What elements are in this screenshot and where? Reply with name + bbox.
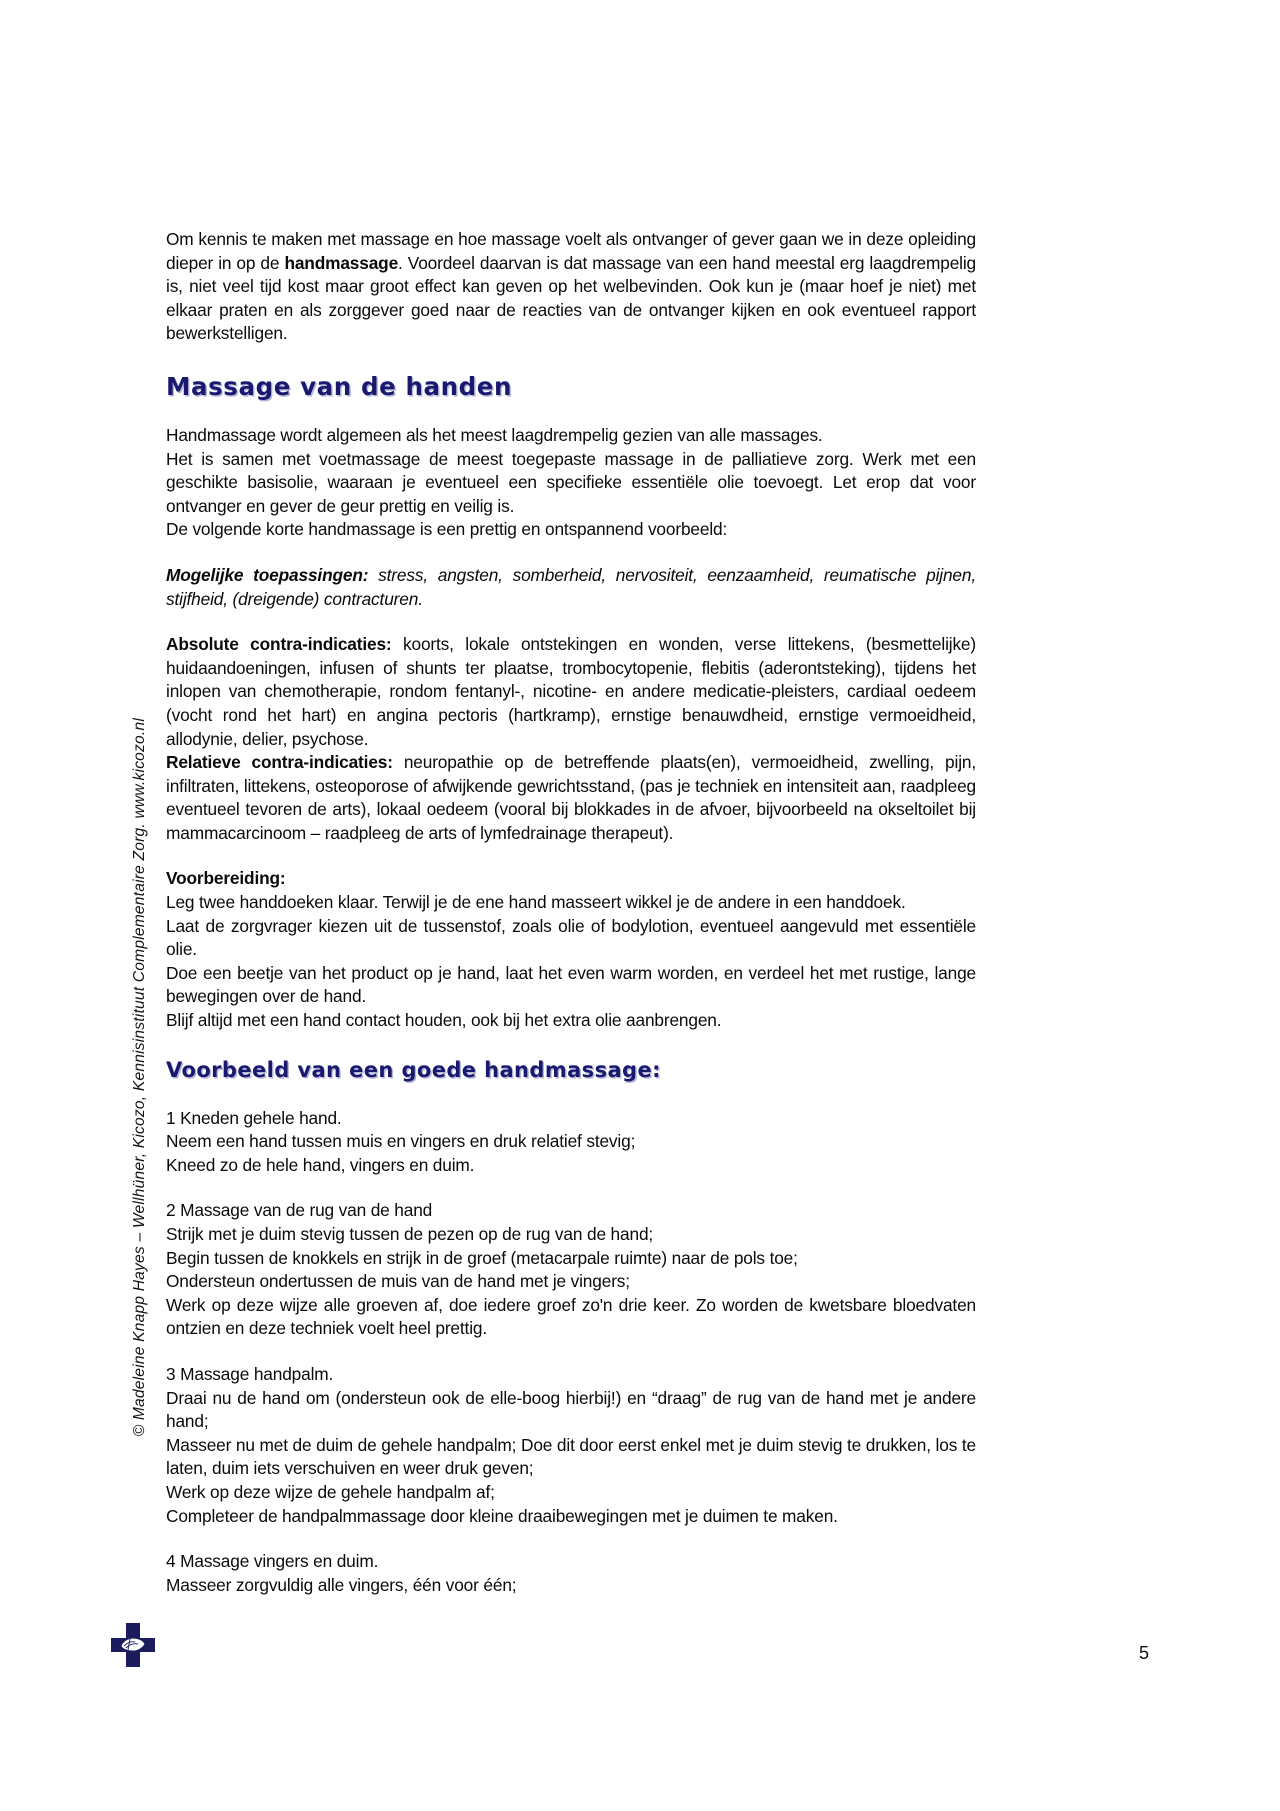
hands-icon bbox=[119, 1634, 147, 1655]
hands-intro-line-2: Het is samen met voetmassage de meest toegepaste massage in de palliatieve zorg. Werk met een geschikte basisolie, waaraan je eventueel een specifieke essentiële olie toevoegt. Let erop dat voor ontvanger en gever de geur prettig en veilig is. bbox=[166, 448, 976, 516]
step-3-title: 3 Massage handpalm. bbox=[166, 1363, 334, 1384]
intro-text-b: . Voordeel daarvan is dat massage van een hand meestal erg laagdrempelig is, niet veel tijd kost maar groot effect kan geven op het welbevinden. Ook kun je (maar hoef je niet) met elkaar praten en als zorggever goed naar de reacties van de ontvanger kijken en ook eventueel rapport bewerkstelligen. bbox=[166, 252, 976, 344]
step-2-title: 2 Massage van de rug van de hand bbox=[166, 1200, 433, 1221]
preparation-line-2: Laat de zorgvrager kiezen uit de tussenstof, zoals olie of bodylotion, eventueel aangevuld met essentiële olie. bbox=[166, 915, 976, 960]
absolute-contraindications bbox=[166, 633, 976, 751]
step-3-line-4: Completeer de handpalmmassage door kleine draaibewegingen met je duimen te maken. bbox=[166, 1505, 838, 1526]
step-2-line-3: Ondersteun ondertussen de muis van de hand met je vingers; bbox=[166, 1271, 630, 1292]
copyright-text: © Madeleine Knapp Hayes – Wellhüner, Kicozo, Kennisinstituut Complementaire Zorg. www.kicozo.nl bbox=[131, 718, 148, 1437]
relative-contraindications bbox=[166, 751, 976, 845]
preparation-line-4: Blijf altijd met een hand contact houden, ook bij het extra olie aanbrengen. bbox=[166, 1010, 722, 1031]
copyright-sidebar bbox=[0, 0, 148, 1437]
step-4-line-1: Masseer zorgvuldig alle vingers, één voor één; bbox=[166, 1574, 517, 1595]
example-heading: Voorbeeld van een goede handmassage: bbox=[166, 1057, 661, 1082]
step-4-title: 4 Massage vingers en duim. bbox=[166, 1551, 379, 1572]
kicozo-cross-logo-icon bbox=[111, 1623, 155, 1667]
step-3-line-1: Draai nu de hand om (ondersteun ook de elle-boog hierbij!) en “draag” de rug van de hand met je andere hand; bbox=[166, 1387, 976, 1432]
relative-contraindications-text: neuropathie op de betreffende plaats(en), vermoeidheid, zwelling, pijn, infiltraten, littekens, osteoporose of afwijkende gewrichtsstand, (pas je techniek en intensiteit aan, raadpleeg eventueel tevoren de arts), lokaal oedeem (vooral bij blokkades in de afvoer, bijvoorbeeld na okseltoilet bij mammacarcinoom – raadpleeg de arts of lymfedrainage therapeut). bbox=[166, 752, 976, 843]
absolute-contraindications-text: koorts, lokale ontstekingen en wonden, verse littekens, (besmettelijke) huidaandoeningen, infusen of shunts ter plaatse, trombocytopenie, flebitis (aderontsteking), tijdens het inlopen van chemotherapie, rondom fentanyl-, nicotine- en andere medicatie-pleisters, cardiaal oedeem (vocht rond het hart) en angina pectoris (hartkramp), ernstige benauwdheid, ernstige vermoeidheid, allodynie, delier, psychose. bbox=[166, 634, 977, 749]
step-1-line-1: Neem een hand tussen muis en vingers en druk relatief stevig; bbox=[166, 1131, 636, 1152]
step-3-line-2: Masseer nu met de duim de gehele handpalm; Doe dit door eerst enkel met je duim stevig te drukken, los te laten, duim iets verschuiven en weer druk geven; bbox=[166, 1434, 976, 1479]
applications-paragraph bbox=[166, 564, 976, 611]
page-number: 5 bbox=[1138, 1643, 1149, 1663]
applications-label: Mogelijke toepassingen: bbox=[166, 564, 369, 585]
step-1-title: 1 Kneden gehele hand. bbox=[166, 1107, 342, 1128]
step-2-line-4: Werk op deze wijze alle groeven af, doe iedere groef zo'n drie keer. Zo worden de kwetsbare bloedvaten ontzien en deze techniek voelt heel prettig. bbox=[166, 1294, 976, 1339]
step-3-line-3: Werk op deze wijze de gehele handpalm af; bbox=[166, 1481, 495, 1502]
applications-text: stress, angsten, somberheid, nervositeit, eenzaamheid, reumatische pijnen, stijfheid, (dreigende) contracturen. bbox=[166, 564, 976, 609]
step-2-line-1: Strijk met je duim stevig tussen de pezen op de rug van de hand; bbox=[166, 1224, 654, 1244]
preparation-label-text: Voorbereiding: bbox=[166, 868, 286, 889]
hands-intro-line-1: Handmassage wordt algemeen als het meest laagdrempelig gezien van alle massages. bbox=[166, 424, 823, 445]
document-body bbox=[166, 228, 976, 1597]
relative-contraindications-label: Relatieve contra-indicaties: bbox=[166, 752, 393, 773]
step-2-line-2: Begin tussen de knokkels en strijk in de groef (metacarpale ruimte) naar de pols toe; bbox=[166, 1247, 798, 1268]
intro-bold-term: handmassage bbox=[284, 252, 399, 273]
step-1-line-2: Kneed zo de hele hand, vingers en duim. bbox=[166, 1154, 475, 1175]
hands-intro-line-3: De volgende korte handmassage is een prettig en ontspannend voorbeeld: bbox=[166, 519, 728, 540]
intro-text-a: Om kennis te maken met massage en hoe massage voelt als ontvanger of gever gaan we in deze opleiding dieper in op de bbox=[166, 229, 976, 273]
preparation-line-1: Leg twee handdoeken klaar. Terwijl je de ene hand masseert wikkel je de andere in een handdoek. bbox=[166, 892, 906, 913]
intro-paragraph bbox=[166, 228, 976, 346]
absolute-contraindications-label: Absolute contra-indicaties: bbox=[166, 634, 392, 655]
section-heading-hands: Massage van de handen bbox=[166, 371, 513, 401]
preparation-label bbox=[166, 867, 976, 891]
preparation-line-3: Doe een beetje van het product op je hand, laat het even warm worden, en verdeel het met rustige, lange bewegingen over de hand. bbox=[166, 962, 976, 1007]
